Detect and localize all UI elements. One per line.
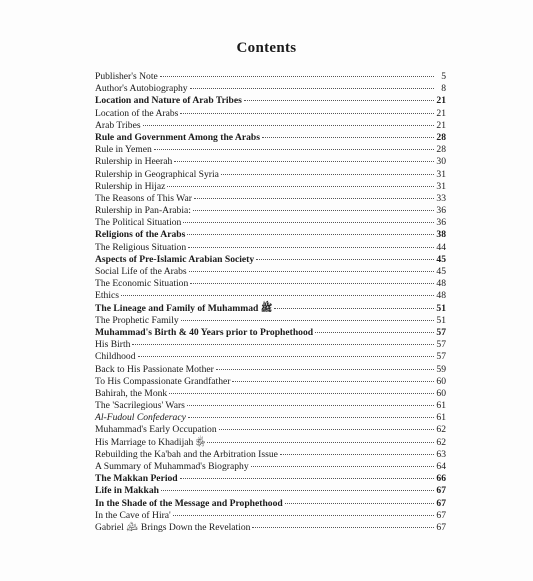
toc-entry-title: In the Cave of Hira' <box>95 509 171 521</box>
toc-entry <box>95 364 446 376</box>
toc-entry-page: 51 <box>436 302 446 314</box>
toc-entry <box>95 388 446 400</box>
toc-entry-title: A Summary of Muhammad's Biography <box>95 461 249 472</box>
dot-leader <box>138 356 434 357</box>
dot-leader <box>189 271 434 272</box>
dot-leader <box>280 454 434 455</box>
toc-entry-page: 61 <box>436 412 446 424</box>
dot-leader <box>219 429 434 430</box>
dot-leader <box>207 442 434 443</box>
toc-entry-title: The Prophetic Family <box>95 314 179 326</box>
toc-entry-page: 62 <box>436 424 446 436</box>
toc-entry-page: 61 <box>436 400 446 412</box>
toc-entry <box>95 205 446 217</box>
toc-entry-title: Gabriel ﵇ Brings Down the Revelation <box>95 521 251 533</box>
dot-leader <box>161 490 434 491</box>
dot-leader <box>190 283 434 284</box>
toc-entry <box>95 339 446 351</box>
dot-leader <box>193 210 434 211</box>
dot-leader <box>244 100 434 101</box>
toc-entry-title: The Economic Situation <box>95 278 189 290</box>
toc-entry-title: Publisher's Note <box>95 71 158 82</box>
dot-leader <box>132 344 434 345</box>
toc-entry-title: Life in Makkah <box>95 485 159 497</box>
toc-entry-page: 8 <box>441 83 446 95</box>
toc-entry-title: Rulership in Pan-Arabia: <box>95 205 191 217</box>
toc-entry <box>95 71 446 83</box>
toc-entry <box>95 303 446 315</box>
toc-entry <box>95 485 446 497</box>
toc-entry-page: 45 <box>436 266 446 277</box>
dot-leader <box>315 332 434 333</box>
toc-entry-page: 33 <box>436 192 446 204</box>
toc-entry <box>95 217 446 229</box>
toc-entry-title: Rulership in Heerah <box>95 156 173 168</box>
toc-entry-page: 66 <box>436 473 446 485</box>
toc-entry-title: Aspects of Pre-Islamic Arabian Society <box>95 253 255 265</box>
toc-entry-title: Rule in Yemen <box>95 144 152 156</box>
toc-entry-page: 60 <box>436 387 446 399</box>
toc-entry <box>95 327 446 339</box>
toc-entry-title: Rulership in Hijaz <box>95 180 166 192</box>
toc-entry-title: Religions of the Arabs <box>95 229 186 241</box>
toc-entry <box>95 193 446 205</box>
toc-entry-page: 67 <box>436 497 446 509</box>
toc-entry-title: The Makkan Period <box>95 473 178 485</box>
toc-entry-page: 67 <box>436 485 446 497</box>
toc-entry-title: Bahirah, the Monk <box>95 387 168 399</box>
toc-entry-page: 51 <box>436 314 446 326</box>
toc-entry-page: 62 <box>436 436 446 448</box>
toc-entry <box>95 242 446 254</box>
toc-entry <box>95 181 446 193</box>
dot-leader <box>274 308 434 309</box>
toc-entry <box>95 132 446 144</box>
dot-leader <box>180 478 434 479</box>
toc-entry-title: Muhammad's Early Occupation <box>95 424 217 436</box>
toc-entry-title: In the Shade of the Message and Prophethood <box>95 497 283 509</box>
toc-entry-page: 48 <box>436 278 446 290</box>
toc-entry <box>95 473 446 485</box>
toc-entry <box>95 95 446 107</box>
toc-entry-page: 57 <box>436 339 446 351</box>
toc-entry-page: 67 <box>436 521 446 533</box>
dot-leader <box>252 527 434 528</box>
toc-entry <box>95 449 446 461</box>
toc-entry-title: Rebuilding the Ka'bah and the Arbitration Issue <box>95 448 278 460</box>
toc-entry <box>95 437 446 449</box>
dot-leader <box>256 259 434 260</box>
toc-entry <box>95 83 446 95</box>
toc-entry <box>95 169 446 181</box>
toc-entry-page: 48 <box>436 290 446 302</box>
dot-leader <box>232 381 434 382</box>
dot-leader <box>167 186 434 187</box>
toc-entry <box>95 156 446 168</box>
toc-entry-title: His Birth <box>95 339 131 351</box>
toc-entry-title: Muhammad's Birth & 40 Years prior to Prophethood <box>95 326 314 338</box>
toc-entry-title: Rulership in Geographical Syria <box>95 168 219 180</box>
dot-leader <box>190 88 434 89</box>
dot-leader <box>121 295 434 296</box>
toc-entry-title: The Lineage and Family of Muhammad ﷺ <box>95 302 273 314</box>
toc-entry-title: His Marriage to Khadijah ﵂ <box>95 436 206 448</box>
toc-entry-page: 21 <box>436 119 446 131</box>
toc-entry <box>95 522 446 534</box>
toc-entry <box>95 278 446 290</box>
toc-entry-page: 45 <box>436 253 446 265</box>
toc-entry-title: Location and Nature of Arab Tribes <box>95 95 242 107</box>
toc-entry-title: Back to His Passionate Mother <box>95 363 214 375</box>
toc-entry-title: Social Life of the Arabs <box>95 266 187 277</box>
toc-entry-title: Childhood <box>95 351 136 363</box>
dot-leader <box>188 247 434 248</box>
toc-entry <box>95 108 446 120</box>
toc-entry-page: 59 <box>436 363 446 375</box>
toc-entry <box>95 376 446 388</box>
dot-leader <box>143 125 434 126</box>
dot-leader <box>169 393 434 394</box>
toc-entry-title: Al-Fudoul Confederacy <box>95 412 186 424</box>
toc-entry <box>95 498 446 510</box>
dot-leader <box>180 113 434 114</box>
dot-leader <box>154 149 434 150</box>
dot-leader <box>216 369 434 370</box>
dot-leader <box>188 417 434 418</box>
toc-entry-page: 36 <box>436 217 446 229</box>
toc-entry-title: The Religious Situation <box>95 241 187 253</box>
toc-entry-page: 21 <box>436 95 446 107</box>
dot-leader <box>194 198 434 199</box>
dot-leader <box>183 222 434 223</box>
toc-entry <box>95 290 446 302</box>
toc-entry <box>95 510 446 522</box>
toc-entry-title: To His Compassionate Grandfather <box>95 375 231 387</box>
toc-entry <box>95 266 446 278</box>
toc-entry-page: 5 <box>441 71 446 82</box>
toc-entry <box>95 315 446 327</box>
toc-entry-title: Rule and Government Among the Arabs <box>95 131 260 143</box>
dot-leader <box>221 174 434 175</box>
toc-entry <box>95 120 446 132</box>
toc-entry-page: 31 <box>436 180 446 192</box>
toc-entry <box>95 229 446 241</box>
toc-entry-page: 64 <box>436 461 446 472</box>
toc-entry-page: 57 <box>436 326 446 338</box>
toc-entry <box>95 412 446 424</box>
toc-entry-page: 67 <box>436 509 446 521</box>
dot-leader <box>187 405 434 406</box>
dot-leader <box>174 161 434 162</box>
dot-leader <box>181 320 434 321</box>
toc-entry-title: Arab Tribes <box>95 119 141 131</box>
toc-entry-page: 28 <box>436 131 446 143</box>
dot-leader <box>173 515 434 516</box>
toc-entry-page: 36 <box>436 205 446 217</box>
toc-entry <box>95 254 446 266</box>
toc-entry-page: 60 <box>436 375 446 387</box>
toc-entry-page: 28 <box>436 144 446 156</box>
toc-entry-page: 21 <box>436 107 446 119</box>
toc-entry-title: The 'Sacrilegious' Wars <box>95 400 185 412</box>
toc-entry-page: 44 <box>436 241 446 253</box>
dot-leader <box>285 503 434 504</box>
toc-entry <box>95 424 446 436</box>
toc-entry-title: Ethics <box>95 290 119 302</box>
toc-entry-title: Author's Autobiography <box>95 83 188 95</box>
dot-leader <box>262 137 434 138</box>
toc-entry-title: The Reasons of This War <box>95 192 192 204</box>
toc-entry-page: 63 <box>436 448 446 460</box>
toc-entry <box>95 461 446 473</box>
toc-entry <box>95 400 446 412</box>
toc-entry-title: The Political Situation <box>95 217 182 229</box>
toc-entry-page: 30 <box>436 156 446 168</box>
toc-entry-title: Location of the Arabs <box>95 107 179 119</box>
toc-entry <box>95 144 446 156</box>
dot-leader <box>160 76 434 77</box>
table-of-contents <box>95 71 446 534</box>
toc-entry-page: 38 <box>436 229 446 241</box>
dot-leader <box>187 234 434 235</box>
toc-entry-page: 57 <box>436 351 446 363</box>
page-title: Contents <box>236 40 297 56</box>
toc-entry <box>95 351 446 363</box>
toc-entry-page: 31 <box>436 168 446 180</box>
dot-leader <box>251 466 434 467</box>
